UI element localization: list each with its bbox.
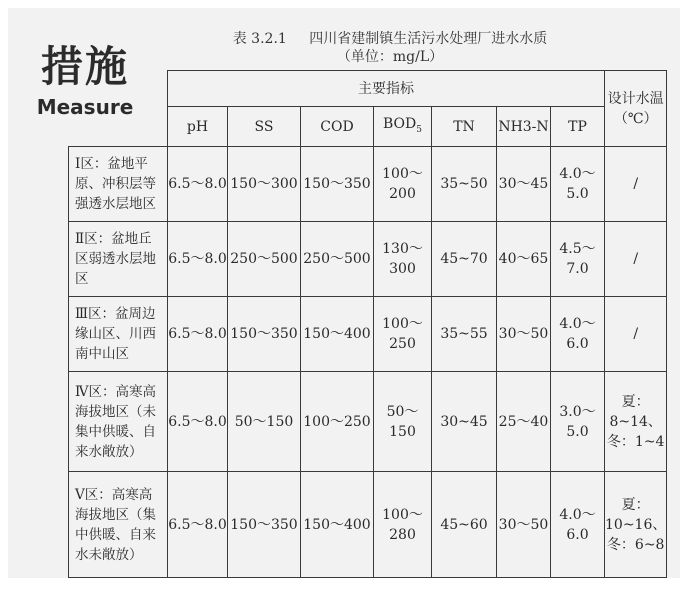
- region-cell: Ⅰ区：盆地平原、冲积层等强透水层地区: [69, 147, 168, 222]
- bod-cell: 100～280: [374, 472, 432, 578]
- bod-label: BOD: [383, 115, 417, 132]
- group-header: 主要指标: [168, 71, 605, 107]
- water-quality-table: [68, 70, 667, 578]
- table-number: 表 3.2.1: [232, 31, 287, 47]
- ss-cell: 150～350: [228, 297, 301, 372]
- ss-cell: 150～350: [228, 472, 301, 578]
- tn-cell: 35~55: [432, 297, 497, 372]
- col-header-tp: TP: [551, 107, 605, 147]
- ph-cell: 6.5～8.0: [168, 297, 228, 372]
- col-header-tn: TN: [432, 107, 497, 147]
- tn-cell: 45~70: [432, 222, 497, 297]
- table-caption: [160, 30, 620, 66]
- cod-cell: 150～400: [301, 297, 374, 372]
- bod-cell: 130～300: [374, 222, 432, 297]
- region-cell: Ⅳ区：高寒高海拔地区（未集中供暖、自来水敞放）: [69, 372, 168, 472]
- ph-cell: 6.5～8.0: [168, 222, 228, 297]
- nh3n-cell: 25～40: [497, 372, 551, 472]
- tn-cell: 45~60: [432, 472, 497, 578]
- col-header-nh3n: NH3-N: [497, 107, 551, 147]
- ph-cell: 6.5～8.0: [168, 372, 228, 472]
- temp-cell: /: [605, 297, 667, 372]
- nh3n-cell: 30～45: [497, 147, 551, 222]
- cod-cell: 250～500: [301, 222, 374, 297]
- region-cell: Ⅴ区：高寒高海拔地区（集中供暖、自来水未敞放）: [69, 472, 168, 578]
- ph-cell: 6.5～8.0: [168, 147, 228, 222]
- col-header-ph: pH: [168, 107, 228, 147]
- region-cell: Ⅱ区：盆地丘区弱透水层地区: [69, 222, 168, 297]
- ss-cell: 150～300: [228, 147, 301, 222]
- table-row: [69, 222, 667, 297]
- tp-cell: 4.0～5.0: [551, 147, 605, 222]
- table-title: 四川省建制镇生活污水处理厂进水水质: [309, 31, 548, 47]
- badge-title: 措施: [40, 42, 129, 91]
- badge-subtitle: Measure: [36, 95, 134, 119]
- cod-cell: 150～350: [301, 147, 374, 222]
- tp-cell: 4.5～7.0: [551, 222, 605, 297]
- temp-cell: 夏：10~16、冬：6~8: [605, 472, 667, 578]
- temp-cell: /: [605, 147, 667, 222]
- bod-cell: 100～250: [374, 297, 432, 372]
- table-row: [69, 297, 667, 372]
- region-cell: Ⅲ区：盆周边缘山区、川西南中山区: [69, 297, 168, 372]
- nh3n-cell: 30～50: [497, 472, 551, 578]
- table-row: [69, 147, 667, 222]
- tn-cell: 30~45: [432, 372, 497, 472]
- table-row: [69, 372, 667, 472]
- tp-cell: 4.0～6.0: [551, 297, 605, 372]
- bod-cell: 100～200: [374, 147, 432, 222]
- nh3n-cell: 40～65: [497, 222, 551, 297]
- temp-cell: /: [605, 222, 667, 297]
- corner-cell: [69, 71, 168, 147]
- table-unit: （单位：mg/L）: [336, 49, 444, 65]
- col-header-bod: [374, 107, 432, 147]
- tn-cell: 35~50: [432, 147, 497, 222]
- design-temp-label: 设计水温（℃）: [607, 90, 664, 127]
- temp-cell: 夏：8~14、冬：1~4: [605, 372, 667, 472]
- ss-cell: 250～500: [228, 222, 301, 297]
- tp-cell: 4.0～6.0: [551, 472, 605, 578]
- col-header-cod: COD: [301, 107, 374, 147]
- tp-cell: 3.0～5.0: [551, 372, 605, 472]
- bod-subscript: 5: [416, 124, 422, 135]
- ph-cell: 6.5～8.0: [168, 472, 228, 578]
- table-row: [69, 472, 667, 578]
- cod-cell: 150～400: [301, 472, 374, 578]
- bod-cell: 50～150: [374, 372, 432, 472]
- ss-cell: 50～150: [228, 372, 301, 472]
- cod-cell: 100～250: [301, 372, 374, 472]
- col-header-ss: SS: [228, 107, 301, 147]
- nh3n-cell: 30～50: [497, 297, 551, 372]
- design-temp-header: [605, 71, 667, 147]
